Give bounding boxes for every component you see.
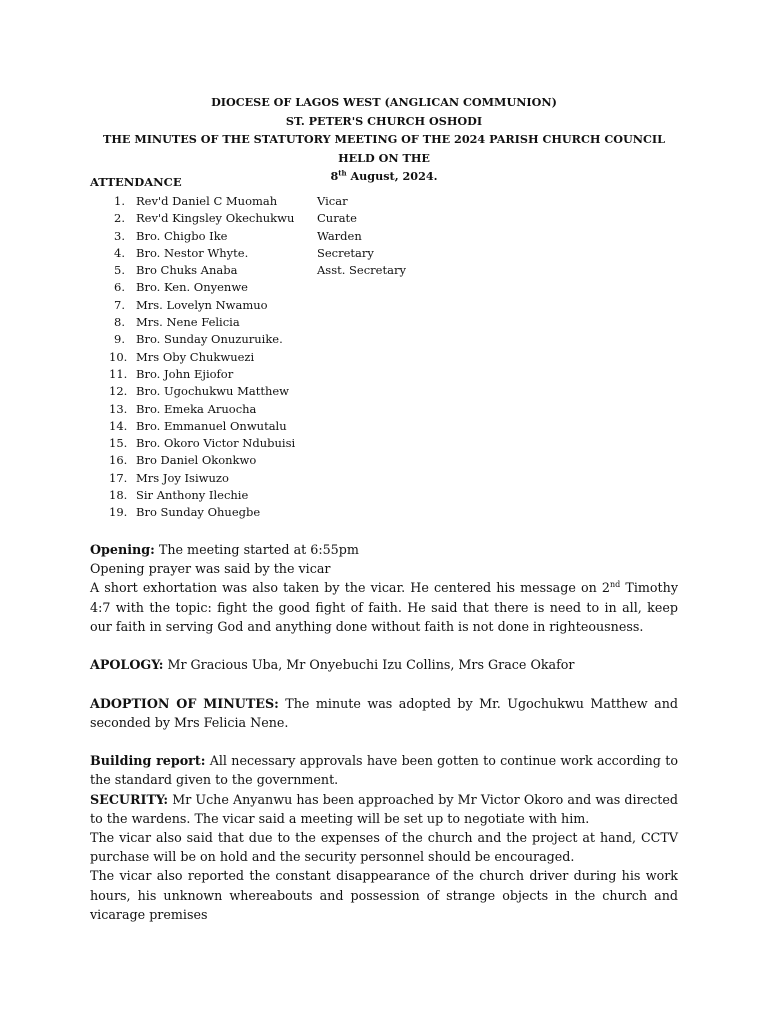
apology-paragraph [90, 655, 678, 674]
attendance-name: Bro Daniel Okonkwo [136, 453, 257, 468]
attendance-number: 19. [109, 505, 128, 520]
security-text: Mr Uche Anyanwu has been approached by Mr Victor Okoro and was directed to the wardens. The vicar said a meeting will be set up to negotiate with him. [90, 791, 678, 826]
attendance-number: 17. [109, 470, 128, 485]
attendance-role: Asst. Secretary [317, 263, 406, 278]
attendance-number: 4. [114, 245, 125, 260]
driver-paragraph: The vicar also reported the constant disappearance of the church driver during his work hours, his unknown whereabouts and possession of strange objects in the church and vicarage premises [90, 868, 678, 922]
opening-paragraph [90, 540, 678, 559]
attendance-number: 9. [114, 332, 125, 347]
exhortation-paragraph [90, 578, 678, 636]
spacer [90, 732, 678, 751]
date-day: 8 [330, 169, 339, 183]
attendance-number: 16. [109, 453, 128, 468]
attendance-number: 7. [114, 297, 125, 312]
attendance-name: Bro. John Ejiofor [136, 366, 234, 381]
opening-prayer: Opening prayer was said by the vicar [90, 561, 331, 577]
attendance-name: Bro. Emmanuel Onwutalu [136, 418, 287, 433]
minutes-body [90, 540, 678, 924]
attendance-role: Warden [317, 228, 362, 243]
attendance-name: Bro. Nestor Whyte. [136, 245, 249, 260]
attendance-number: 6. [114, 280, 125, 295]
attendance-heading: ATTENDANCE [90, 175, 182, 189]
attendance-number: 13. [109, 401, 128, 416]
attendance-number: 10. [109, 349, 128, 364]
attendance-role: Secretary [317, 245, 374, 260]
exhortation-ordinal: nd [609, 580, 621, 590]
attendance-name: Sir Anthony Ilechie [136, 488, 249, 503]
attendance-name: Mrs Joy Isiwuzo [136, 470, 229, 485]
document-header [90, 93, 678, 186]
apology-label: APOLOGY: [90, 657, 164, 673]
attendance-name: Mrs Oby Chukwuezi [136, 349, 255, 364]
attendance-number: 1. [114, 194, 125, 208]
attendance-number: 14. [109, 418, 128, 433]
attendance-name: Bro Sunday Ohuegbe [136, 505, 261, 520]
security-label: SECURITY: [90, 791, 169, 807]
attendance-number: 11. [109, 366, 128, 381]
attendance-name: Bro. Emeka Aruocha [136, 401, 257, 416]
attendance-name: Mrs. Lovelyn Nwamuo [136, 297, 268, 312]
attendance-name: Rev'd Daniel C Muomah [136, 194, 278, 208]
opening-label: Opening: [90, 542, 155, 557]
adoption-text: The minute was adopted by Mr. Ugochukwu Matthew and seconded by Mrs Felicia Nene. [90, 695, 678, 730]
attendance-name: Bro. Ken. Onyenwe [136, 280, 248, 295]
security-paragraph [90, 790, 678, 828]
building-label: Building report: [90, 753, 206, 769]
spacer [90, 674, 678, 693]
adoption-label: ADOPTION OF MINUTES: [90, 695, 279, 711]
attendance-name: Rev'd Kingsley Okechukwu [136, 211, 295, 226]
attendance-number: 8. [114, 315, 125, 330]
attendance-number: 18. [109, 488, 128, 503]
building-text: All necessary approvals have been gotten to continue work according to the standard given to the government. [90, 753, 678, 788]
adoption-paragraph [90, 694, 678, 732]
cctv-paragraph: The vicar also said that due to the expenses of the church and the project at hand, CCTV purchase will be on hold and the security personnel should be encouraged. [90, 830, 678, 865]
attendance-number: 3. [114, 228, 125, 243]
opening-text: The meeting started at 6:55pm [154, 542, 359, 557]
apology-text: Mr Gracious Uba, Mr Onyebuchi Izu Collins, Mrs Grace Okafor [163, 657, 575, 673]
attendance-name: Bro Chuks Anaba [136, 263, 238, 278]
attendance-name: Bro. Ugochukwu Matthew [136, 384, 290, 399]
diocese-title: DIOCESE OF LAGOS WEST (ANGLICAN COMMUNION) [211, 95, 557, 109]
exhortation-text-a: A short exhortation was also taken by the vicar. He centered his message on 2 [90, 580, 610, 596]
date-ordinal: th [338, 168, 347, 178]
attendance-number: 5. [114, 263, 125, 278]
minutes-title: THE MINUTES OF THE STATUTORY MEETING OF THE 2024 PARISH CHURCH COUNCIL HELD ON THE [103, 132, 665, 165]
attendance-name: Bro. Sunday Onuzuruike. [136, 332, 283, 347]
spacer [90, 636, 678, 655]
attendance-role: Vicar [317, 194, 348, 208]
attendance-name: Bro. Chigbo Ike [136, 228, 228, 243]
attendance-name: Mrs. Nene Felicia [136, 315, 240, 330]
date-rest: August, 2024. [346, 169, 438, 183]
exhortation-text-b: Timothy 4:7 with the topic: fight the good fight of faith. He said that there is need to in all, keep our faith in serving God and anything done without faith is not done in righteousness. [90, 580, 678, 634]
church-name: ST. PETER'S CHURCH OSHODI [285, 113, 483, 128]
attendance-number: 12. [109, 384, 128, 399]
attendance-number: 2. [114, 211, 125, 226]
attendance-name: Bro. Okoro Victor Ndubuisi [136, 436, 296, 451]
attendance-role: Curate [317, 211, 357, 226]
building-paragraph [90, 751, 678, 789]
attendance-number: 15. [109, 436, 128, 451]
